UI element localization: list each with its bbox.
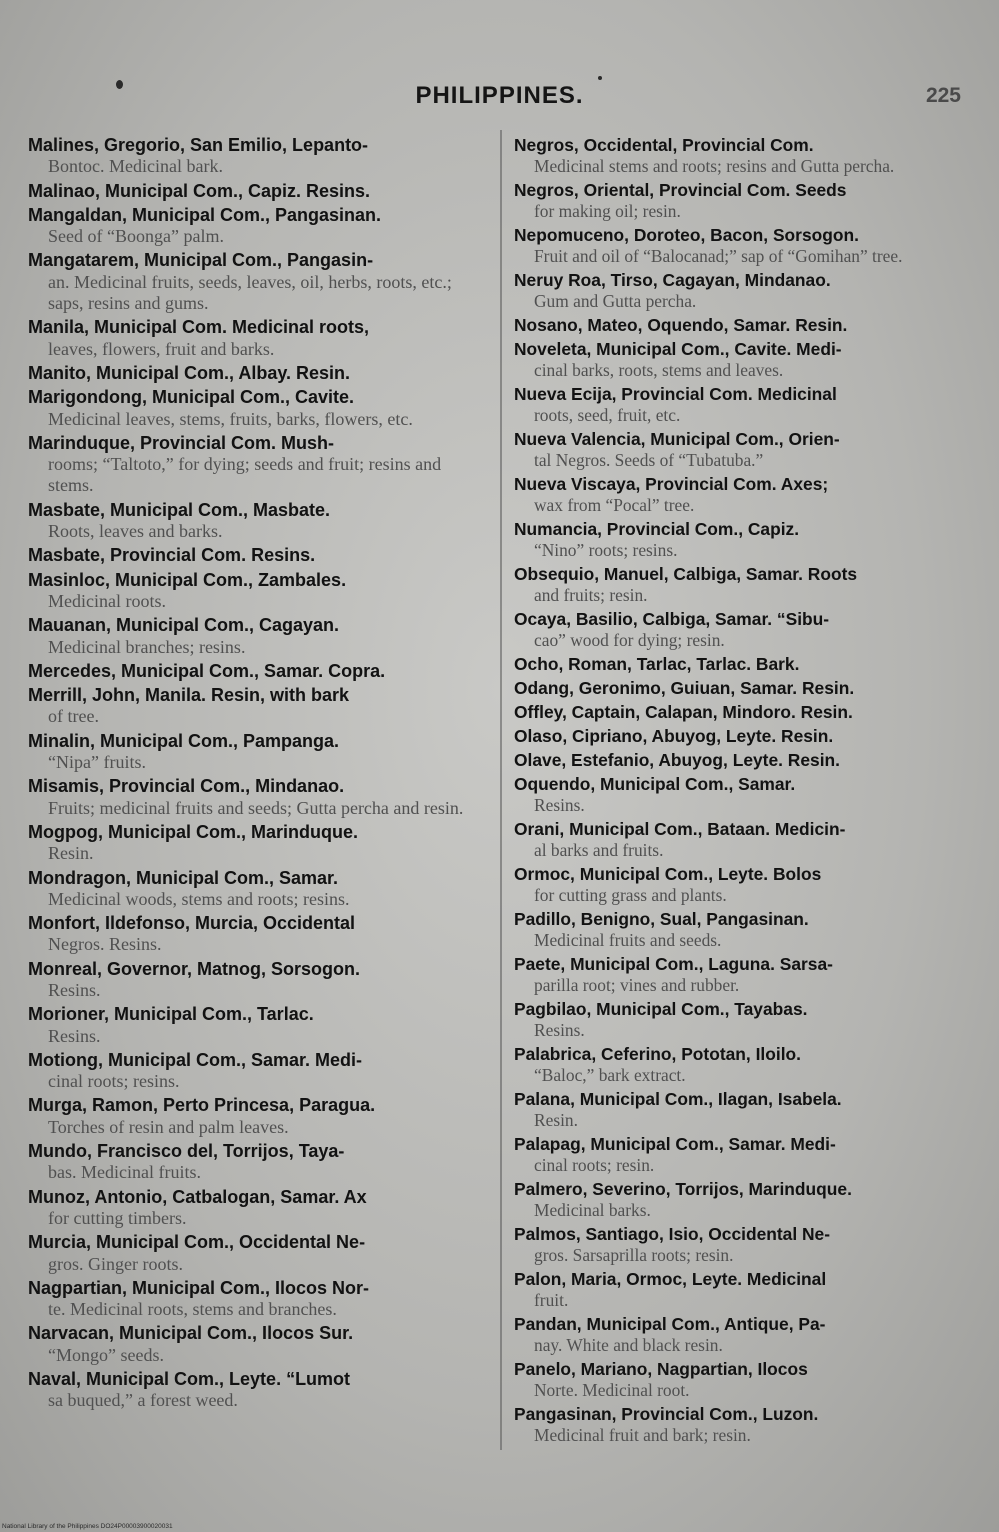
entry-heading: Murga, Ramon, Perto Princesa, Paragua. [28, 1095, 376, 1116]
directory-entry [28, 1141, 488, 1184]
entry-description: Medicinal stems and roots; resins and Gutta percha. [534, 156, 895, 176]
entry-description: Resins. [48, 979, 101, 1000]
directory-entry [28, 1187, 488, 1230]
directory-entry [514, 1044, 954, 1086]
entry-description: cinal roots; resin. [534, 1155, 655, 1175]
directory-entry [28, 1323, 488, 1366]
entry-heading: Negros, Occidental, Provincial Com. [514, 135, 814, 155]
entry-description: gros. Sarsaprilla roots; resin. [534, 1245, 734, 1265]
entry-heading: Nepomuceno, Doroteo, Bacon, Sorsogon. [514, 225, 859, 245]
directory-entry [514, 774, 954, 816]
entry-description: tal Negros. Seeds of “Tubatuba.” [534, 450, 764, 470]
directory-entry [28, 317, 488, 360]
directory-entry [28, 1278, 488, 1321]
directory-entry [28, 387, 488, 430]
page-number: 225 [925, 84, 961, 107]
entry-heading: Masbate, Municipal Com., Masbate. [28, 499, 331, 520]
directory-entry [514, 1134, 954, 1176]
directory-entry [514, 678, 954, 699]
directory-entry [28, 1232, 488, 1275]
entry-description: cinal roots; resins. [48, 1071, 180, 1092]
entry-heading: Panelo, Mariano, Nagpartian, Ilocos [514, 1359, 808, 1379]
entry-heading: Nueva Viscaya, Provincial Com. Axes; [514, 474, 829, 494]
directory-entry [514, 1314, 954, 1356]
entry-heading: Palmero, Severino, Torrijos, Marinduque. [514, 1179, 852, 1199]
entry-heading: Nagpartian, Municipal Com., Ilocos Nor- [28, 1277, 370, 1298]
entry-heading: Palabrica, Ceferino, Pototan, Iloilo. [514, 1044, 801, 1064]
entry-heading: Nueva Valencia, Municipal Com., Orien- [514, 429, 840, 449]
directory-entry [28, 868, 488, 911]
column-divider [500, 130, 502, 1450]
entry-description: leaves, flowers, fruit and barks. [48, 338, 275, 359]
entry-heading: Narvacan, Municipal Com., Ilocos Sur. [28, 1323, 354, 1344]
directory-entry [28, 1095, 488, 1138]
directory-entry [514, 384, 954, 426]
directory-entry [514, 564, 954, 606]
directory-entry [28, 433, 488, 497]
entry-heading: Marinduque, Provincial Com. Mush- [28, 432, 335, 453]
entry-heading: Naval, Municipal Com., Leyte. “Lumot [28, 1369, 351, 1390]
entry-heading: Mauanan, Municipal Com., Cagayan. [28, 615, 340, 636]
entry-description: Medicinal barks. [534, 1200, 651, 1220]
directory-entry [28, 205, 488, 248]
directory-entry [514, 315, 954, 336]
entry-heading: Manila, Municipal Com. Medicinal roots, [28, 317, 370, 338]
entry-heading: Mundo, Francisco del, Torrijos, Taya- [28, 1141, 345, 1162]
directory-entry [514, 726, 954, 747]
directory-entry [514, 1224, 954, 1266]
entry-heading: Neruy Roa, Tirso, Cagayan, Mindanao. [514, 270, 831, 290]
entry-heading: Mercedes, Municipal Com., Samar. Copra. [28, 660, 386, 681]
directory-entry [514, 339, 954, 381]
entry-description: rooms; “Taltoto,” for dying; seeds and fruit; resins and stems. [48, 454, 442, 496]
entry-description: Medicinal woods, stems and roots; resins. [48, 888, 350, 909]
entry-heading: Murcia, Municipal Com., Occidental Ne- [28, 1232, 366, 1253]
entry-description: “Mongo” seeds. [48, 1344, 164, 1365]
entry-heading: Mangatarem, Municipal Com., Pangasin- [28, 250, 374, 271]
entry-heading: Pandan, Municipal Com., Antique, Pa- [514, 1314, 826, 1334]
entry-heading: Olaso, Cipriano, Abuyog, Leyte. Resin. [514, 726, 834, 746]
entry-heading: Nueva Ecija, Provincial Com. Medicinal [514, 384, 837, 404]
entry-heading: Manito, Municipal Com., Albay. Resin. [28, 362, 351, 383]
entry-heading: Motiong, Municipal Com., Samar. Medi- [28, 1049, 363, 1070]
entry-description: Bontoc. Medicinal bark. [48, 156, 223, 177]
directory-entry [514, 954, 954, 996]
entry-heading: Palon, Maria, Ormoc, Leyte. Medicinal [514, 1269, 827, 1289]
entry-description: wax from “Pocal” tree. [534, 495, 695, 515]
directory-entry [28, 545, 488, 566]
entry-heading: Ocho, Roman, Tarlac, Tarlac. Bark. [514, 654, 800, 674]
entry-heading: Malinao, Municipal Com., Capiz. Resins. [28, 180, 371, 201]
entry-heading: Malines, Gregorio, San Emilio, Lepanto- [28, 135, 369, 155]
directory-entry [28, 250, 488, 314]
entry-description: Roots, leaves and barks. [48, 521, 223, 542]
directory-entry [514, 1089, 954, 1131]
entry-description: “Nino” roots; resins. [534, 540, 678, 560]
directory-entry [514, 909, 954, 951]
directory-entry [28, 685, 488, 728]
entry-heading: Morioner, Municipal Com., Tarlac. [28, 1004, 314, 1025]
directory-entry [514, 180, 954, 222]
entry-description: cao” wood for dying; resin. [534, 630, 725, 650]
directory-entry [28, 570, 488, 613]
entry-description: sa buqued,” a forest weed. [48, 1390, 238, 1411]
entry-description: an. Medicinal fruits, seeds, leaves, oil, herbs, roots, etc.; saps, resins and gums. [48, 271, 452, 314]
directory-entry [514, 135, 954, 177]
directory-entry [514, 519, 954, 561]
directory-entry [514, 750, 954, 771]
entry-description: Seed of “Boonga” palm. [48, 226, 224, 247]
entry-description: bas. Medicinal fruits. [48, 1162, 201, 1183]
entry-description: Resins. [48, 1025, 101, 1046]
entry-description: al barks and fruits. [534, 840, 664, 860]
directory-entry [28, 181, 488, 202]
entry-description: Norte. Medicinal root. [534, 1380, 690, 1400]
entry-heading: Palapag, Municipal Com., Samar. Medi- [514, 1134, 836, 1154]
entry-heading: Palmos, Santiago, Isio, Occidental Ne- [514, 1224, 831, 1244]
entry-description: for making oil; resin. [534, 201, 681, 221]
directory-entry [28, 661, 488, 682]
entry-heading: Odang, Geronimo, Guiuan, Samar. Resin. [514, 678, 855, 698]
directory-entry [28, 135, 488, 178]
entry-description: Resin. [48, 843, 94, 864]
directory-entry [514, 702, 954, 723]
entry-heading: Palana, Municipal Com., Ilagan, Isabela. [514, 1089, 842, 1109]
entry-heading: Obsequio, Manuel, Calbiga, Samar. Roots [514, 564, 858, 584]
directory-entry [28, 1050, 488, 1093]
directory-entry [514, 1179, 954, 1221]
entry-heading: Marigondong, Municipal Com., Cavite. [28, 387, 355, 408]
entry-description: Gum and Gutta percha. [534, 291, 697, 311]
directory-entry [514, 225, 954, 267]
entry-heading: Padillo, Benigno, Sual, Pangasinan. [514, 909, 809, 929]
entry-description: gros. Ginger roots. [48, 1253, 183, 1274]
entry-heading: Ocaya, Basilio, Calbiga, Samar. “Sibu- [514, 609, 830, 629]
directory-entry [28, 1004, 488, 1047]
directory-entry [514, 1404, 954, 1446]
entry-heading: Offley, Captain, Calapan, Mindoro. Resin. [514, 702, 853, 722]
entry-description: fruit. [534, 1290, 569, 1310]
entry-description: Medicinal branches; resins. [48, 636, 246, 657]
entry-description: and fruits; resin. [534, 585, 648, 605]
entry-description: Fruit and oil of “Balocanad;” sap of “Gomihan” tree. [534, 246, 903, 266]
entry-description: for cutting timbers. [48, 1207, 187, 1228]
entry-heading: Paete, Municipal Com., Laguna. Sarsa- [514, 954, 833, 974]
directory-entry [28, 363, 488, 384]
entry-description: Medicinal leaves, stems, fruits, barks, flowers, etc. [48, 408, 413, 429]
directory-entry [514, 654, 954, 675]
directory-entry [514, 474, 954, 516]
entry-description: of tree. [48, 706, 99, 727]
entry-heading: Ormoc, Municipal Com., Leyte. Bolos [514, 864, 822, 884]
entry-description: roots, seed, fruit, etc. [534, 405, 681, 425]
entry-description: Medicinal fruits and seeds. [534, 930, 722, 950]
entry-heading: Pangasinan, Provincial Com., Luzon. [514, 1404, 819, 1424]
entry-heading: Masbate, Provincial Com. Resins. [28, 545, 316, 566]
directory-entry [514, 999, 954, 1041]
entry-description: Torches of resin and palm leaves. [48, 1116, 289, 1137]
entry-heading: Pagbilao, Municipal Com., Tayabas. [514, 999, 808, 1019]
scan-credit: National Library of the Philippines DO24P00003900020031 [2, 1523, 173, 1530]
directory-entry [514, 609, 954, 651]
entry-description: Resins. [534, 795, 585, 815]
entry-heading: Monfort, Ildefonso, Murcia, Occidental [28, 913, 356, 934]
entry-heading: Monreal, Governor, Matnog, Sorsogon. [28, 958, 361, 979]
directory-entry [28, 913, 488, 956]
entry-heading: Mondragon, Municipal Com., Samar. [28, 867, 339, 888]
left-column [28, 135, 488, 1415]
directory-entry [514, 429, 954, 471]
directory-entry [514, 270, 954, 312]
directory-entry [514, 1359, 954, 1401]
entry-heading: Merrill, John, Manila. Resin, with bark [28, 685, 350, 706]
entry-description: “Nipa” fruits. [48, 752, 146, 773]
entry-description: te. Medicinal roots, stems and branches. [48, 1299, 337, 1320]
entry-heading: Nosano, Mateo, Oquendo, Samar. Resin. [514, 315, 848, 335]
entry-heading: Misamis, Provincial Com., Mindanao. [28, 776, 345, 797]
entry-heading: Noveleta, Municipal Com., Cavite. Medi- [514, 339, 842, 359]
entry-heading: Olave, Estefanio, Abuyog, Leyte. Resin. [514, 750, 840, 770]
entry-description: parilla root; vines and rubber. [534, 975, 740, 995]
directory-entry [514, 819, 954, 861]
entry-description: Fruits; medicinal fruits and seeds; Gutta percha and resin. [48, 797, 464, 818]
entry-heading: Mangaldan, Municipal Com., Pangasinan. [28, 204, 382, 225]
entry-heading: Masinloc, Municipal Com., Zambales. [28, 569, 347, 590]
directory-entry [514, 864, 954, 906]
entry-description: for cutting grass and plants. [534, 885, 727, 905]
entry-heading: Mogpog, Municipal Com., Marinduque. [28, 821, 358, 842]
directory-entry [28, 822, 488, 865]
entry-heading: Orani, Municipal Com., Bataan. Medicin- [514, 819, 846, 839]
entry-heading: Minalin, Municipal Com., Pampanga. [28, 730, 340, 751]
entry-description: “Baloc,” bark extract. [534, 1065, 686, 1085]
entry-heading: Munoz, Antonio, Catbalogan, Samar. Ax [28, 1186, 367, 1207]
entry-description: cinal barks, roots, stems and leaves. [534, 360, 784, 380]
directory-entry [28, 776, 488, 819]
directory-entry [28, 615, 488, 658]
entry-heading: Negros, Oriental, Provincial Com. Seeds [514, 180, 847, 200]
ink-spot [598, 76, 602, 80]
running-head [0, 82, 999, 112]
directory-entry [514, 1269, 954, 1311]
directory-entry [28, 959, 488, 1002]
entry-description: Medicinal roots. [48, 590, 166, 611]
directory-entry [28, 731, 488, 774]
entry-heading: Numancia, Provincial Com., Capiz. [514, 519, 800, 539]
directory-entry [28, 1369, 488, 1412]
entry-description: Negros. Resins. [48, 934, 162, 955]
right-column [514, 135, 954, 1449]
page-title: PHILIPPINES. [415, 82, 584, 109]
entry-heading: Oquendo, Municipal Com., Samar. [514, 774, 796, 794]
directory-entry [28, 500, 488, 543]
entry-description: Medicinal fruit and bark; resin. [534, 1425, 751, 1445]
entry-description: Resin. [534, 1110, 578, 1130]
entry-description: nay. White and black resin. [534, 1335, 723, 1355]
entry-description: Resins. [534, 1020, 585, 1040]
